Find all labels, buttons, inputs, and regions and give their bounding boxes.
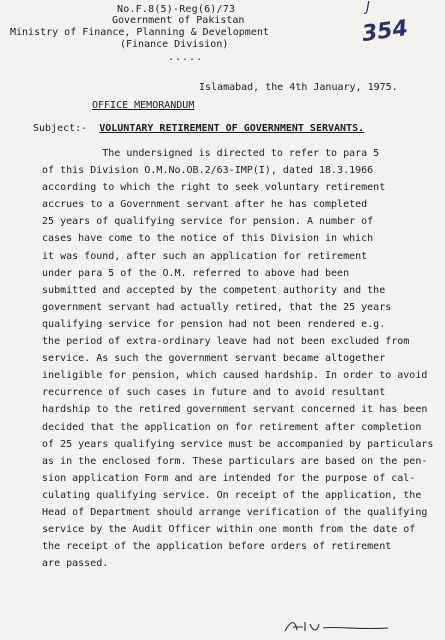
subject-text: VOLUNTARY RETIREMENT OF GOVERNMENT SERVANTS. (99, 123, 365, 134)
body-line: government servant had actually retired, that the 25 years (30, 301, 392, 313)
body-line: ineligible for pension, which caused hardship. In order to avoid (30, 370, 428, 382)
body-line: it was found, after such an application for retirement (30, 250, 368, 262)
body-line: service by the Audit Officer within one month from the date of (30, 524, 416, 536)
body-line: sion application Form and are intended for the purpose of cal- (30, 472, 416, 484)
subject-label: Subject:- (33, 123, 88, 134)
body-line: recurrence of such cases in future and to avoid resultant (30, 387, 386, 399)
body-line: as in the enclosed form. These particulars are based on the pen- (30, 455, 428, 467)
body-line: Head of Department should arrange verification of the qualifying (30, 506, 428, 518)
body-line: decided that the application on for retirement after completion (30, 421, 422, 433)
subject-line (33, 123, 364, 134)
memo-body (30, 145, 440, 572)
body-line: accrues to a Government servant after he has completed (30, 199, 368, 211)
signature-mark (283, 618, 393, 634)
body-line: 25 years of qualifying service for pension. A number of (30, 216, 374, 228)
header-dots: ..... (168, 52, 204, 63)
body-line: the period of extra-ordinary leave had not been excluded from (30, 336, 410, 348)
body-line: of this Division O.M.No.OB.2/63-IMP(I), dated 18.3.1966 (30, 165, 374, 177)
date-line: Islamabad, the 4th January, 1975. (199, 82, 398, 93)
body-line: submitted and accepted by the competent authority and the (30, 284, 386, 296)
body-line: the receipt of the application before orders of retirement (30, 541, 392, 553)
handwritten-mark: J (366, 0, 370, 15)
body-line: cases have come to the notice of this Division in which (30, 233, 374, 245)
body-line: hardship to the retired government servant concerned it has been (30, 404, 428, 416)
handwritten-number: 354 (360, 15, 410, 48)
body-line: according to which the right to seek voluntary retirement (30, 182, 386, 194)
government-heading: Government of Pakistan (112, 15, 245, 26)
body-line: qualifying service for pension had not been rendered e.g. (30, 318, 386, 330)
body-line: are passed. (30, 558, 109, 570)
memo-title: OFFICE MEMORANDUM (92, 100, 195, 111)
body-line: The undersigned is directed to refer to para 5 (30, 148, 380, 159)
body-line: service. As such the government servant became altogether (30, 353, 386, 365)
body-line: culating qualifying service. On receipt of the application, the (30, 489, 422, 501)
body-line: under para 5 of the O.M. referred to above had been (30, 267, 350, 279)
division-heading: (Finance Division) (120, 39, 229, 50)
reference-number: No.F.8(5)-Reg(6)/73 (117, 4, 236, 15)
ministry-heading: Ministry of Finance, Planning & Development (10, 27, 269, 38)
body-line: of 25 years qualifying service must be accompanied by particulars (30, 438, 434, 450)
